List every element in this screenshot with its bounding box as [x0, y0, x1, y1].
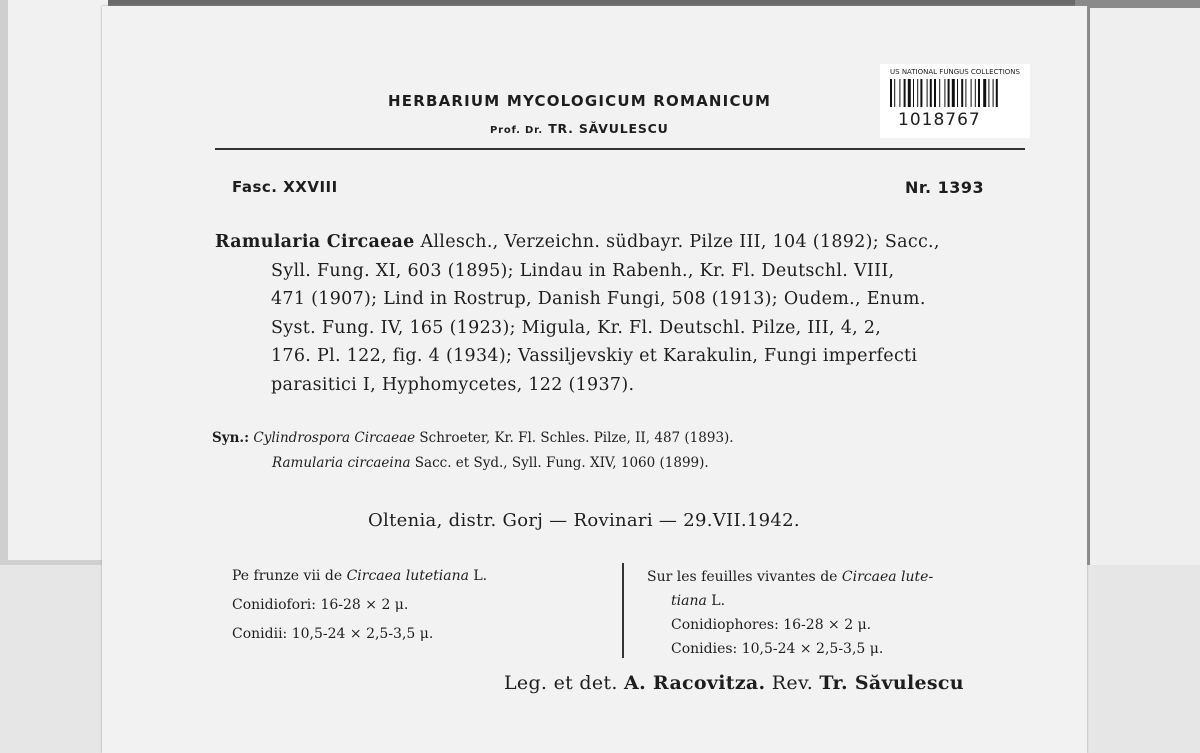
- synonyms: [212, 426, 734, 476]
- reference-line: Ramularia Circaeae Allesch., Verzeichn. südbayr. Pilze III, 104 (1892); Sacc.,: [215, 232, 940, 252]
- column-divider: [622, 563, 624, 658]
- description-line: tiana L.: [671, 593, 726, 609]
- description-line: Sur les feuilles vivantes de Circaea lute-: [647, 569, 934, 585]
- reference-line: parasitici I, Hyphomycetes, 122 (1937).: [271, 374, 635, 395]
- reviewer-name: Tr. Săvulescu: [819, 672, 964, 694]
- background-sheet-right: [1090, 8, 1200, 583]
- barcode-label: [880, 64, 1030, 138]
- barcode-number: 1018767: [898, 110, 981, 130]
- description-line: Pe frunze vii de Circaea lutetiana L.: [232, 568, 488, 584]
- reference-line: Syst. Fung. IV, 165 (1923); Migula, Kr. Fl. Deutschl. Pilze, III, 4, 2,: [271, 317, 882, 338]
- header-rule: [215, 148, 1025, 150]
- synonym-label: Syn.:: [212, 430, 250, 446]
- synonym-line: Syn.: Cylindrospora Circaeae Schroeter, Kr. Fl. Schles. Pilze, II, 487 (1893).: [212, 430, 734, 446]
- synonym-line: Ramularia circaeina Sacc. et Syd., Syll. Fung. XIV, 1060 (1899).: [272, 455, 709, 471]
- barcode-institution: US NATIONAL FUNGUS COLLECTIONS: [890, 68, 1020, 76]
- locality: Oltenia, distr. Gorj — Rovinari — 29.VII.1942.: [368, 510, 800, 531]
- reference-line: 176. Pl. 122, fig. 4 (1934); Vassiljevskiy et Karakulin, Fungi imperfecti: [271, 346, 918, 367]
- reference-line: Syll. Fung. XI, 603 (1895); Lindau in Rabenh., Kr. Fl. Deutschl. VIII,: [271, 260, 895, 281]
- collector-name: A. Racovitza.: [624, 672, 766, 694]
- herbarium-subtitle: [490, 121, 669, 136]
- description-line: Conidiophores: 16-28 × 2 μ.: [671, 617, 872, 633]
- collector-line: Leg. et det. A. Racovitza. Rev. Tr. Săvulescu: [504, 672, 964, 694]
- description-line: Conidiofori: 16-28 × 2 μ.: [232, 597, 409, 613]
- background-sheet-left: [8, 0, 108, 560]
- references: [215, 228, 1035, 400]
- subtitle-name: TR. SĂVULESCU: [548, 121, 669, 136]
- species-name: Ramularia Circaeae: [215, 232, 415, 252]
- synonym-name: Ramularia circaeina: [272, 455, 411, 471]
- description-romanian: [232, 562, 487, 649]
- description-french: [647, 565, 933, 661]
- description-line: Conidies: 10,5-24 × 2,5-3,5 μ.: [671, 641, 884, 657]
- subtitle-prefix: Prof. Dr.: [490, 125, 544, 136]
- herbarium-title: HERBARIUM MYCOLOGICUM ROMANICUM: [388, 92, 772, 110]
- reference-line: 471 (1907); Lind in Rostrup, Danish Fungi, 508 (1913); Oudem., Enum.: [271, 289, 926, 310]
- barcode-icon: [890, 79, 1020, 107]
- specimen-number: Nr. 1393: [905, 178, 985, 197]
- synonym-name: Cylindrospora Circaeae: [253, 430, 416, 446]
- fascicle: Fasc. XXVIII: [232, 178, 338, 196]
- description-line: Conidii: 10,5-24 × 2,5-3,5 μ.: [232, 626, 434, 642]
